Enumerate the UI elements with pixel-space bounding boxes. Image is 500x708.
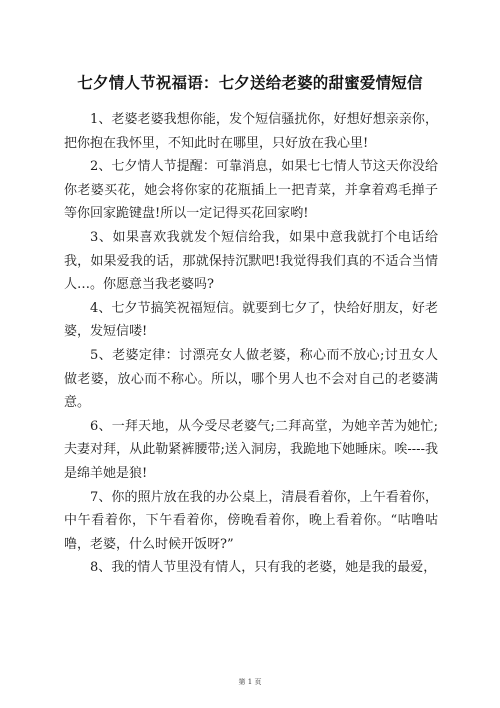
page-number: 第 1 页 xyxy=(238,678,262,686)
document-body xyxy=(64,108,438,580)
paragraph-5: 5、老婆定律：讨漂亮女人做老婆，称心而不放心;讨丑女人做老婆，放心而不称心。所以，哪个男人也不会对自己的老婆满意。 xyxy=(64,347,438,411)
paragraph-2: 2、七夕情人节提醒：可靠消息，如果七七情人节这天你没给你老婆买花，她会将你家的花瓶插上一把青菜，并拿着鸡毛掸子等你回家跪键盘!所以一定记得买花回家哟! xyxy=(64,159,438,222)
paragraph-3: 3、如果喜欢我就发个短信给我，如果中意我就打个电话给我，如果爱我的话，那就保持沉默吧!我觉得我们真的不适合当情人…。你愿意当我老婆吗? xyxy=(64,229,438,293)
paragraph-6: 6、一拜天地，从今受尽老婆气;二拜高堂，为她辛苦为她忙;夫妻对拜，从此勒紧裤腰带;送入洞房，我跪地下她睡床。唉----我是绵羊她是狼! xyxy=(64,418,438,481)
paragraph-4: 4、七夕节搞笑祝福短信。就要到七夕了，快给好朋友，好老婆，发短信喽! xyxy=(64,300,438,340)
paragraph-1: 1、老婆老婆我想你能，发个短信骚扰你，好想好想亲亲你，把你抱在我怀里，不知此时在哪里，只好放在我心里! xyxy=(64,112,438,151)
document-title: 七夕情人节祝福语：七夕送给老婆的甜蜜爱情短信 xyxy=(77,74,423,92)
paragraph-7: 7、你的照片放在我的办公桌上，清晨看着你，上午看着你，中午看着你，下午看着你，傍晚看着你，晚上看着你。“咕噜咕噜，老婆，什么时候开饭呀?” xyxy=(64,489,438,552)
paragraph-8: 8、我的情人节里没有情人，只有我的老婆，她是我的最爱， xyxy=(90,560,437,576)
